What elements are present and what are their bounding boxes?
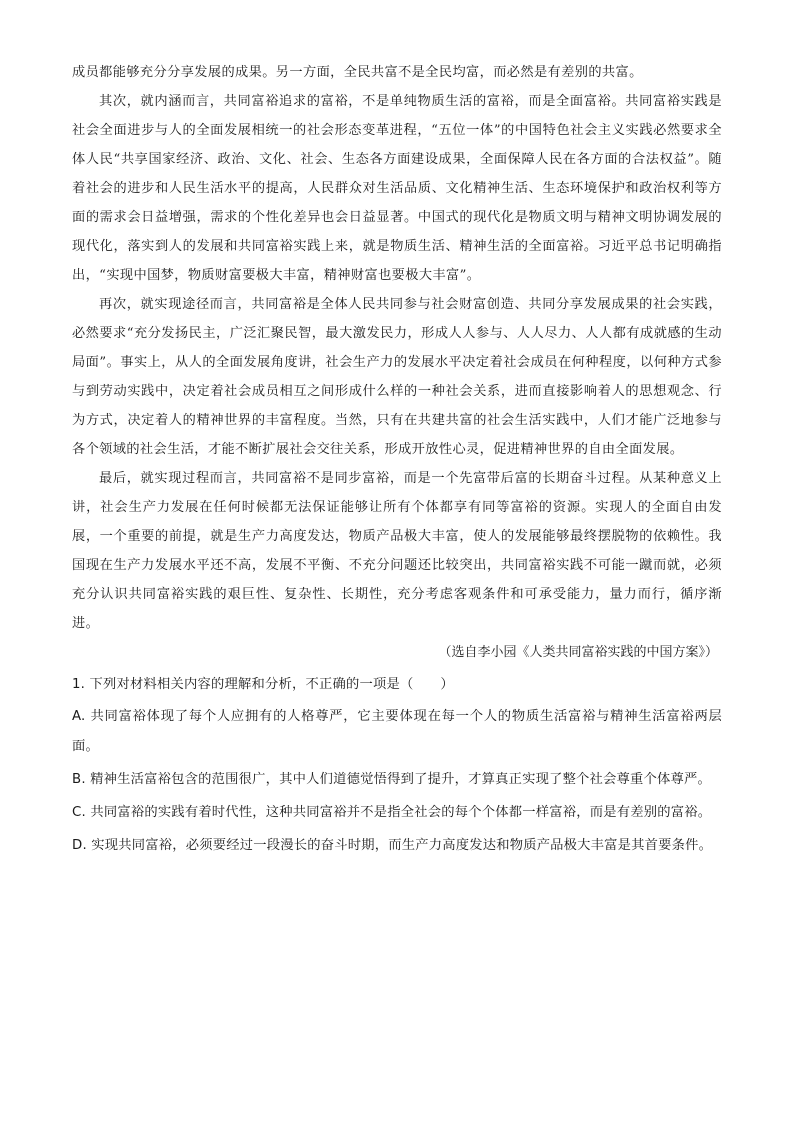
option-d[interactable]: D. 实现共同富裕，必须要经过一段漫长的奋斗时期，而生产力高度发达和物质产品极大丰富是其首要条件。 — [72, 838, 713, 853]
option-a[interactable]: A. 共同富裕体现了每个人应拥有的人格尊严，它主要体现在每一个人的物质生活富裕与精神生活富裕两层面。 — [72, 709, 722, 754]
passage-paragraph-4: 最后，就实现过程而言，共同富裕不是同步富裕，而是一个先富带后富的长期奋斗过程。从某种意义上讲，社会生产力发展在任何时候都无法保证能够让所有个体都享有同等富裕的资源。实现人的全面自由发展，一个重要的前提，就是生产力高度发达，物质产品极大丰富，使人的发展能够最终摆脱物的依赖性。我国现在生产力发展水平还不高，发展不平衡、不充分问题还比较突出，共同富裕实践不可能一蹴而就，必须充分认识共同富裕实践的艰巨性、复杂性、长期性，充分考虑客观条件和可承受能力，量力而行，循序渐进。 — [72, 471, 722, 631]
question-stem: 1. 下列对材料相关内容的理解和分析，不正确的一项是（ ） — [72, 677, 454, 692]
passage-paragraph-3: 再次，就实现途径而言，共同富裕是全体人民共同参与社会财富创造、共同分享发展成果的社会实践，必然要求“充分发扬民主，广泛汇聚民智，最大激发民力，形成人人参与、人人尽力、人人都有成就感的生动局面”。事实上，从人的全面发展角度讲，社会生产力的发展水平决定着社会成员在何种程度，以何种方式参与到劳动实践中，决定着社会成员相互之间形成什么样的一种社会关系，进而直接影响着人的思想观念、行为方式，决定着人的精神世界的丰富程度。当然，只有在共建共富的社会生活实践中，人们才能广泛地参与各个领域的社会生活，才能不断扩展社会交往关系，形成开放性心灵，促进精神世界的自由全面发展。 — [72, 297, 722, 457]
reading-passage — [72, 58, 722, 668]
question-block — [72, 670, 722, 861]
passage-paragraph-1: 成员都能够充分分享发展的成果。另一方面，全民共富不是全民均富，而必然是有差别的共富。 — [72, 65, 643, 80]
passage-paragraph-2: 其次，就内涵而言，共同富裕追求的富裕，不是单纯物质生活的富裕，而是全面富裕。共同富裕实践是社会全面进步与人的全面发展相统一的社会形态变革进程，“五位一体”的中国特色社会主义实践必然要求全体人民“共享国家经济、政治、文化、社会、生态各方面建设成果，全面保障人民在各方面的合法权益”。随着社会的进步和人民生活水平的提高，人民群众对生活品质、文化精神生活、生态环境保护和政治权利等方面的需求会日益增强，需求的个性化差异也会日益显著。中国式的现代化是物质文明与精神文明协调发展的现代化，落实到人的发展和共同富裕实践上来，就是物质生活、精神生活的全面富裕。习近平总书记明确指出，“实现中国梦，物质财富要极大丰富，精神财富也要极大丰富”。 — [72, 94, 722, 283]
document-page — [72, 58, 722, 864]
option-c[interactable]: C. 共同富裕的实践有着时代性，这种共同富裕并不是指全社会的每个个体都一样富裕，而是有差别的富裕。 — [72, 805, 712, 820]
option-b[interactable]: B. 精神生活富裕包含的范围很广，其中人们道德觉悟得到了提升，才算真正实现了整个社会尊重个体尊严。 — [72, 772, 712, 787]
passage-source: （选自李小园《人类共同富裕实践的中国方案》） — [438, 645, 718, 660]
